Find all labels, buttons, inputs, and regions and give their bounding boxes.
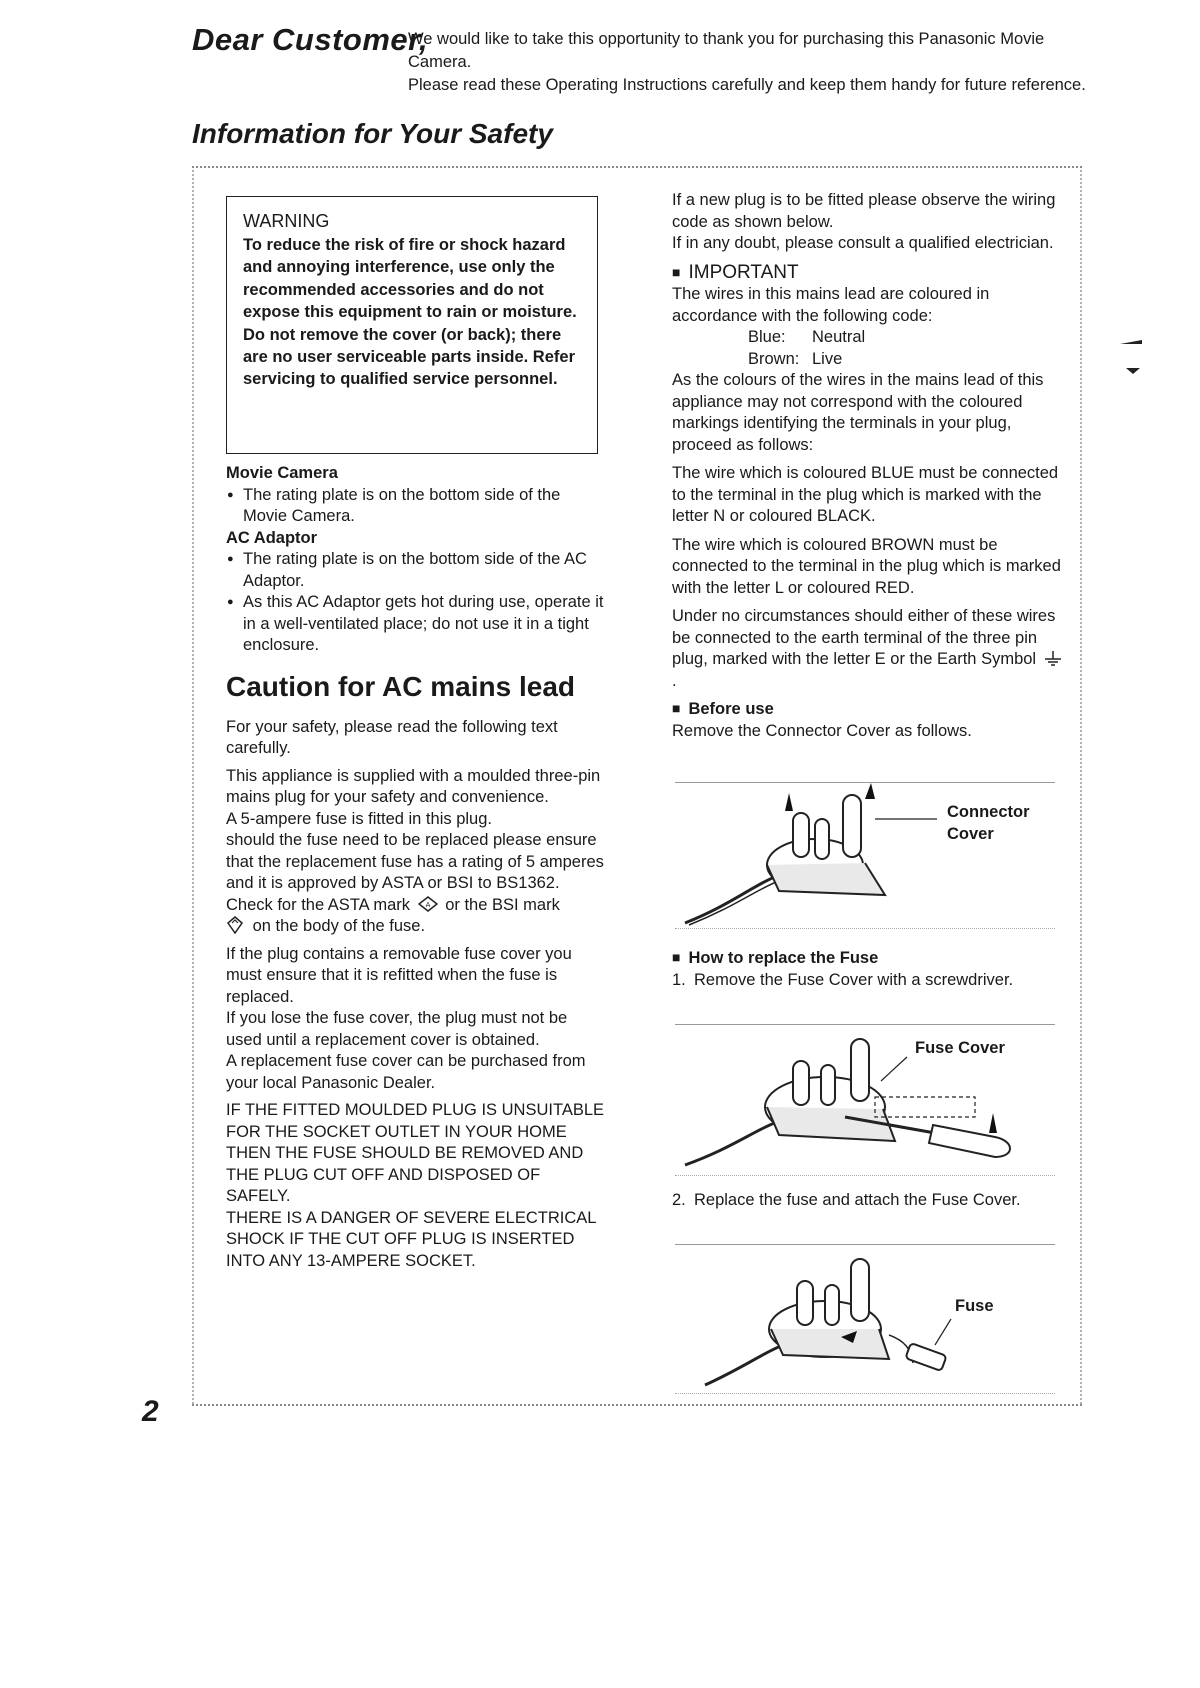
edge-mark-icon (1118, 338, 1144, 378)
caution-line: IF THE FITTED MOULDED PLUG IS UNSUITABLE FOR THE SOCKET OUTLET IN YOUR HOME THEN THE FUSE SHOULD BE REMOVED AND THE PLUG CUT OFF AND DISPOSED OF SAFELY. (226, 1101, 605, 1205)
wiring-line: If in any doubt, please consult a qualified electrician. (672, 234, 1054, 252)
step-number: 2. (672, 1191, 686, 1209)
caution-line: This appliance is supplied with a moulded three-pin mains plug for your safety and convenience. (226, 766, 601, 806)
caution-paragraph (226, 944, 606, 1095)
wire-code-row (672, 327, 1062, 349)
step-1 (672, 970, 1062, 992)
caution-heading: Caution for AC mains lead (226, 670, 576, 702)
caution-line: A replacement fuse cover can be purchased from your local Panasonic Dealer. (226, 1052, 586, 1092)
bsi-text: or the BSI mark (445, 895, 560, 914)
safety-section-title: Information for Your Safety (192, 118, 553, 149)
replace-fuse-heading: ■ How to replace the Fuse (672, 948, 1062, 970)
warning-paragraph: To reduce the risk of fire or shock hazard and annoying interference, use only the recommended accessories and do not expose this equipment to rain or moisture. (243, 236, 577, 322)
connector-cover-label (947, 801, 1030, 845)
caution-line (226, 916, 606, 938)
before-use-text: Remove the Connector Cover as follows. (672, 721, 972, 740)
frame-right-rule (1080, 170, 1082, 1404)
ac-adaptor-label: AC Adaptor (226, 528, 318, 547)
left-column (226, 463, 606, 1278)
bsi-kitemark-icon (226, 916, 244, 934)
page-number: 2 (142, 1395, 159, 1428)
wire-code-color: Blue: (748, 328, 786, 346)
connector-label-line: Cover (947, 825, 994, 843)
warning-heading: WARNING (243, 211, 330, 231)
intro-text (408, 28, 1088, 97)
wiring-paragraph: As the colours of the wires in the mains lead of this appliance may not correspond with the coloured markings identifying the terminals in your plug, proceed as follows: (672, 371, 1044, 454)
warning-box (226, 196, 598, 454)
fuse-body-text: on the body of the fuse. (252, 917, 426, 935)
caution-line: A 5-ampere fuse is fitted in this plug. (226, 809, 492, 828)
caution-line: If you lose the fuse cover, the plug must not be used until a replacement cover is obtained. (226, 1009, 568, 1049)
earth-symbol-icon (1044, 651, 1062, 667)
earth-text-end: . (672, 671, 677, 690)
connector-cover-figure (675, 782, 1055, 929)
wiring-paragraph (672, 606, 1062, 692)
fuse-cover-label: Fuse Cover (915, 1039, 1005, 1057)
bullet-item: ● The rating plate is on the bottom side of the AC Adaptor. (226, 549, 606, 592)
important-heading: ■ IMPORTANT (672, 262, 1062, 285)
asta-text: Check for the ASTA mark (226, 895, 411, 914)
frame-left-rule (192, 170, 194, 1404)
wire-code-row (672, 349, 1062, 371)
caution-paragraph (226, 1100, 606, 1272)
caution-line: If the plug contains a removable fuse cover you must ensure that it is refitted when the fuse is replaced. (226, 944, 572, 1006)
movie-camera-label: Movie Camera (226, 464, 338, 482)
asta-mark-icon (418, 896, 438, 912)
svg-text:A: A (425, 900, 431, 909)
caution-line: should the fuse need to be replaced please ensure that the replacement fuse has a rating of 5 amperes and it is approved by ASTA or BSI to BS1362. (226, 831, 604, 892)
fuse-figure (675, 1244, 1055, 1394)
step-2 (672, 1190, 1062, 1212)
wire-code-meaning: Neutral (812, 328, 866, 346)
bullet-item: ● As this AC Adaptor gets hot during use, operate it in a well-ventilated place; do not use it in a tight enclosure. (226, 592, 606, 657)
step-text: Remove the Fuse Cover with a screwdriver. (694, 970, 1014, 989)
frame-top-rule (192, 166, 1082, 168)
step-2-section (672, 1190, 1062, 1212)
step-number: 1. (672, 970, 686, 989)
wiring-intro (672, 190, 1062, 255)
caution-paragraph: For your safety, please read the following text carefully. (226, 717, 558, 757)
wire-code-color: Brown: (748, 349, 800, 368)
fuse-label: Fuse (955, 1297, 994, 1315)
right-column (672, 190, 1062, 742)
caution-line (226, 895, 606, 917)
replace-fuse-section (672, 948, 1062, 991)
step-text: Replace the fuse and attach the Fuse Cover. (694, 1191, 1021, 1209)
greeting-heading: Dear Customer, (192, 22, 429, 57)
intro-paragraph: We would like to take this opportunity to thank you for purchasing this Panasonic Movie Camera. (408, 30, 1045, 71)
warning-paragraph: Do not remove the cover (or back); there are no user serviceable parts inside. Refer servicing to qualified service personnel. (243, 325, 575, 389)
caution-line: THERE IS A DANGER OF SEVERE ELECTRICAL SHOCK IF THE CUT OFF PLUG IS INSERTED INTO ANY 13-AMPERE SOCKET. (226, 1208, 596, 1270)
connector-label-line: Connector (947, 803, 1030, 821)
wiring-paragraph: The wire which is coloured BROWN must be connected to the terminal in the plug which is marked with the letter L or coloured RED. (672, 535, 1061, 597)
before-use-heading: ■ Before use (672, 699, 1062, 721)
wire-code-meaning: Live (812, 349, 843, 368)
intro-paragraph: Please read these Operating Instructions carefully and keep them handy for future reference. (408, 76, 1086, 94)
earth-text: Under no circumstances should either of these wires be connected to the earth terminal of the three pin plug, marked with the letter E or the Earth Symbol (672, 607, 1056, 668)
bullet-item: ● The rating plate is on the bottom side of the Movie Camera. (226, 485, 606, 528)
wiring-paragraph: The wire which is coloured BLUE must be connected to the terminal in the plug which is marked with the letter N or coloured BLACK. (672, 464, 1059, 525)
edge-arrow-icon (1118, 338, 1144, 374)
caution-paragraph (226, 766, 606, 938)
fuse-plug-icon (675, 1245, 1055, 1393)
frame-bottom-rule (192, 1404, 1082, 1406)
wiring-line: If a new plug is to be fitted please observe the wiring code as shown below. (672, 191, 1056, 231)
fuse-cover-figure (675, 1024, 1055, 1176)
important-text: The wires in this mains lead are coloured in accordance with the following code: (672, 285, 990, 325)
